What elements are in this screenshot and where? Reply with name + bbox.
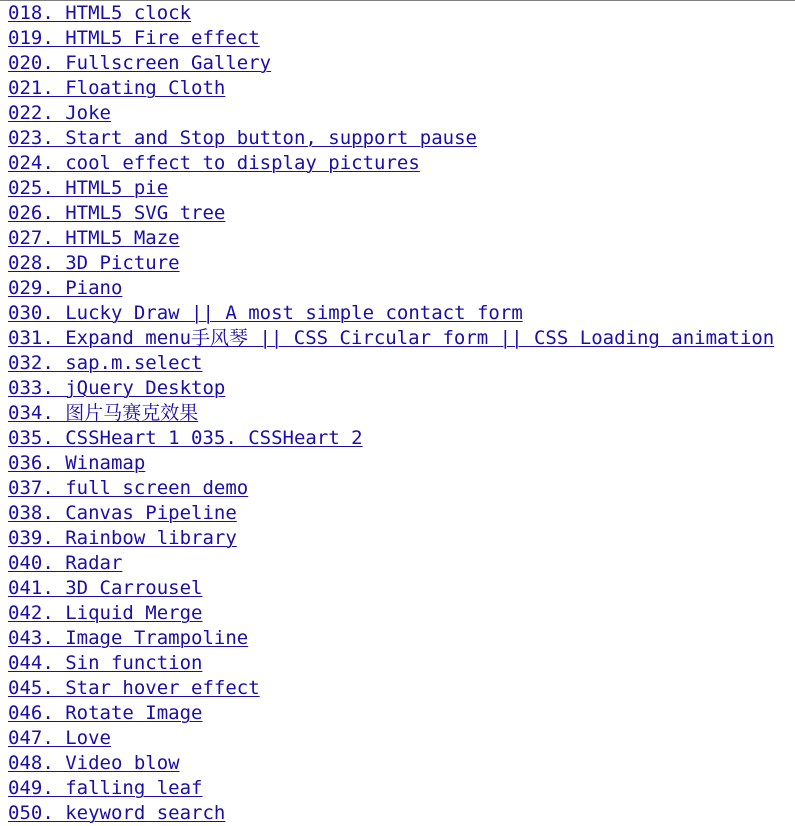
demo-link[interactable]: 022. Joke: [8, 102, 111, 124]
list-item: [8, 1, 795, 26]
list-item: [8, 751, 795, 776]
demo-link[interactable]: 019. HTML5 Fire effect: [8, 27, 260, 49]
list-item: [8, 401, 795, 426]
list-item: [8, 726, 795, 751]
list-item: [8, 276, 795, 301]
list-item: [8, 376, 795, 401]
list-item: [8, 601, 795, 626]
list-item: [8, 176, 795, 201]
list-item: [8, 776, 795, 801]
list-item: [8, 476, 795, 501]
demo-link[interactable]: 021. Floating Cloth: [8, 77, 226, 99]
demo-link[interactable]: 028. 3D Picture: [8, 252, 180, 274]
list-item: [8, 201, 795, 226]
demo-link[interactable]: 040. Radar: [8, 552, 123, 574]
demo-link-list: [0, 1, 795, 826]
list-item: [8, 351, 795, 376]
list-item: [8, 251, 795, 276]
demo-link[interactable]: 038. Canvas Pipeline: [8, 502, 237, 524]
list-item: [8, 651, 795, 676]
demo-link[interactable]: 031. Expand menu手风琴 || CSS Circular form || CSS Loading animation: [8, 327, 775, 349]
list-item: [8, 76, 795, 101]
list-item: [8, 301, 795, 326]
list-item: [8, 626, 795, 651]
list-item: [8, 526, 795, 551]
demo-link[interactable]: 035. CSSHeart 1 035. CSSHeart 2: [8, 427, 363, 449]
demo-link[interactable]: 050. keyword search: [8, 802, 226, 824]
demo-link[interactable]: 045. Star hover effect: [8, 677, 260, 699]
list-item: [8, 551, 795, 576]
demo-link[interactable]: 026. HTML5 SVG tree: [8, 202, 226, 224]
list-item: [8, 151, 795, 176]
demo-link[interactable]: 043. Image Trampoline: [8, 627, 249, 649]
demo-link[interactable]: 024. cool effect to display pictures: [8, 152, 420, 174]
demo-link[interactable]: 033. jQuery Desktop: [8, 377, 226, 399]
demo-link[interactable]: 042. Liquid Merge: [8, 602, 203, 624]
demo-link[interactable]: 048. Video blow: [8, 752, 180, 774]
demo-link[interactable]: 029. Piano: [8, 277, 123, 299]
list-item: [8, 426, 795, 451]
demo-link[interactable]: 032. sap.m.select: [8, 352, 203, 374]
demo-link[interactable]: 027. HTML5 Maze: [8, 227, 180, 249]
demo-link[interactable]: 023. Start and Stop button, support pause: [8, 127, 477, 149]
demo-link[interactable]: 047. Love: [8, 727, 111, 749]
demo-link[interactable]: 025. HTML5 pie: [8, 177, 169, 199]
list-item: [8, 501, 795, 526]
list-item: [8, 26, 795, 51]
list-item: [8, 801, 795, 826]
list-item: [8, 101, 795, 126]
list-item: [8, 51, 795, 76]
list-item: [8, 451, 795, 476]
demo-link[interactable]: 046. Rotate Image: [8, 702, 203, 724]
list-item: [8, 326, 795, 351]
demo-link[interactable]: 049. falling leaf: [8, 777, 203, 799]
demo-link[interactable]: 036. Winamap: [8, 452, 146, 474]
demo-link[interactable]: 034. 图片马赛克效果: [8, 402, 199, 424]
list-item: [8, 226, 795, 251]
demo-link[interactable]: 020. Fullscreen Gallery: [8, 52, 272, 74]
list-item: [8, 126, 795, 151]
demo-link[interactable]: 018. HTML5 clock: [8, 2, 192, 24]
demo-link[interactable]: 030. Lucky Draw || A most simple contact form: [8, 302, 523, 324]
demo-link[interactable]: 041. 3D Carrousel: [8, 577, 203, 599]
list-item: [8, 576, 795, 601]
demo-link[interactable]: 037. full screen demo: [8, 477, 249, 499]
demo-link[interactable]: 039. Rainbow library: [8, 527, 237, 549]
list-item: [8, 701, 795, 726]
demo-link[interactable]: 044. Sin function: [8, 652, 203, 674]
list-item: [8, 676, 795, 701]
